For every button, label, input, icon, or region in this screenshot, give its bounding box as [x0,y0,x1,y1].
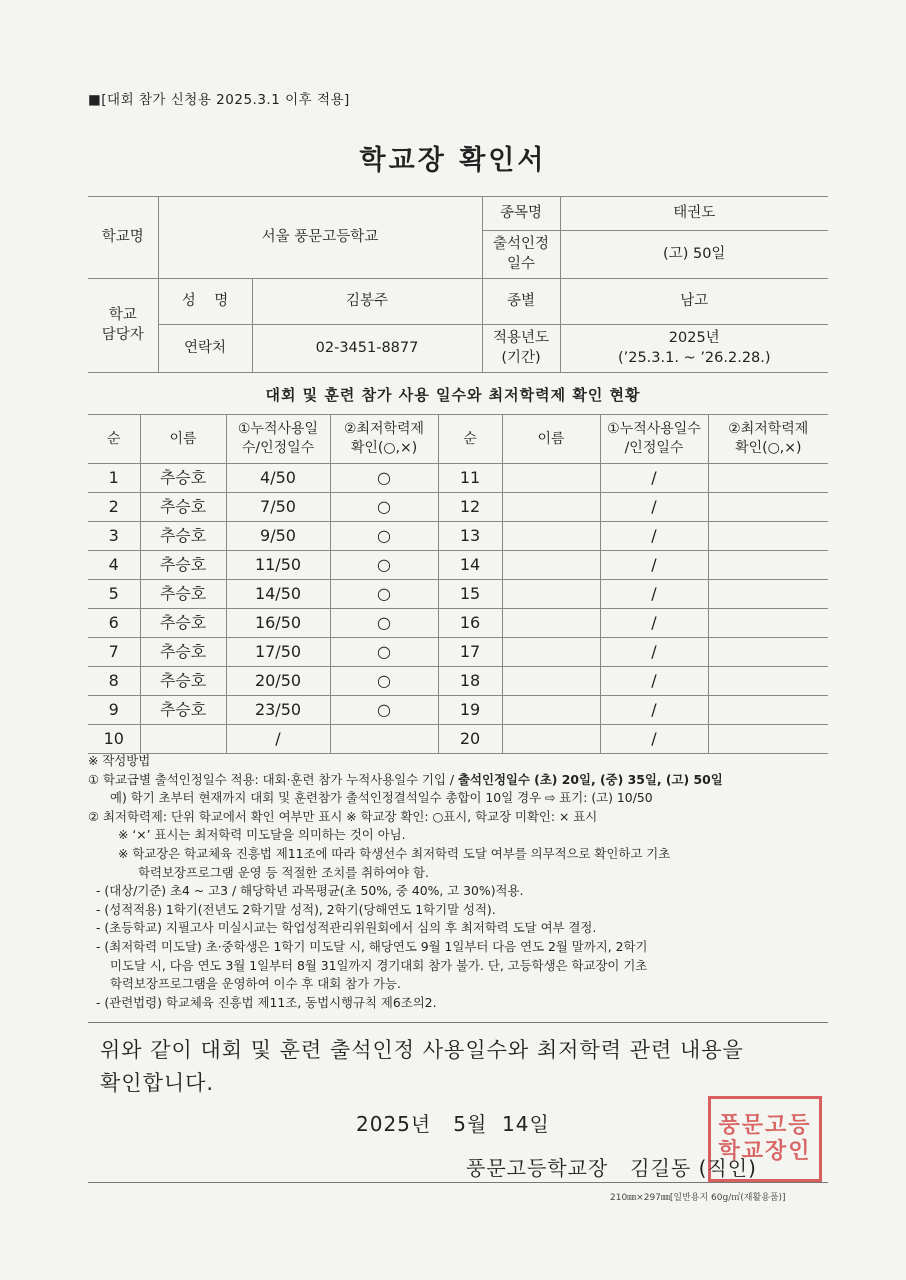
sport-label: 종목명 [482,197,560,231]
note-1a: ① 학교급별 출석인정일수 적용: 대회·훈련 참가 누적사용일수 기입 / 출석인정일수 (초) 20일, (중) 35일, (고) 50일 [88,771,723,787]
table-row [88,580,828,609]
table-row [88,522,828,551]
row-name: 추승호 [140,696,226,725]
row-name-right [502,522,600,551]
issue-date: 2025년 5월 14일 [356,1112,550,1136]
row-no-right: 19 [438,696,502,725]
year-label: 적용년도 (기간) [482,325,560,373]
row-name: 추승호 [140,493,226,522]
row-no: 5 [88,580,140,609]
col-days: ①누적사용일 수/인정일수 [226,415,330,464]
row-days: 14/50 [226,580,330,609]
table-row [88,725,828,754]
row-check: ○ [330,667,438,696]
note-d4b: 미도달 시, 다음 연도 3월 1일부터 8월 31일까지 경기대회 참가 불가. 단, 고등학생은 학교장이 기초 [110,957,648,973]
page-title: 학교장 확인서 [359,145,547,176]
row-check-right [708,580,828,609]
row-check-right [708,696,828,725]
col-no: 순 [88,415,140,464]
contact-value: 02-3451-8877 [252,325,482,373]
row-days-right: / [600,696,708,725]
table-row [88,493,828,522]
row-name: 추승호 [140,638,226,667]
note-d4a: - (최저학력 미도달) 초·중학생은 1학기 미도달 시, 해당연도 9월 1일부터 다음 연도 2월 말까지, 2학기 [96,938,648,954]
row-check [330,725,438,754]
col-check-right: ②최저학력제 확인(○,×) [708,415,828,464]
section-title: 대회 및 훈련 참가 사용 일수와 최저학력제 확인 현황 [265,386,641,404]
row-no-right: 15 [438,580,502,609]
row-name-right [502,725,600,754]
row-no-right: 14 [438,551,502,580]
row-days-right: / [600,551,708,580]
info-table [88,196,828,373]
row-check-right [708,464,828,493]
row-check: ○ [330,580,438,609]
row-check: ○ [330,609,438,638]
table-row [88,464,828,493]
row-check-right [708,667,828,696]
table-row [88,696,828,725]
row-name-right [502,464,600,493]
table-row [88,551,828,580]
row-days: 11/50 [226,551,330,580]
row-days-right: / [600,609,708,638]
row-days: 9/50 [226,522,330,551]
note-d2: - (성적적용) 1학기(전년도 2학기말 성적), 2학기(당해연도 1학기말 성적). [96,901,496,917]
row-check-right [708,609,828,638]
row-days-right: / [600,667,708,696]
row-days-right: / [600,638,708,667]
row-no: 7 [88,638,140,667]
col-name-right: 이름 [502,415,600,464]
row-check-right [708,551,828,580]
manager-label: 학교 담당자 [88,279,158,373]
row-days: 23/50 [226,696,330,725]
note-2a: ② 최저학력제: 단위 학교에서 확인 여부만 표시 ※ 학교장 확인: ○표시, 학교장 미확인: × 표시 [88,808,598,824]
row-check-right [708,638,828,667]
table-row [88,638,828,667]
row-no: 8 [88,667,140,696]
category-label: 종별 [482,279,560,325]
row-check-right [708,725,828,754]
row-no-right: 13 [438,522,502,551]
confirm-line-2: 확인합니다. [100,1071,215,1095]
contact-label: 연락처 [158,325,252,373]
row-no-right: 16 [438,609,502,638]
row-name: 추승호 [140,667,226,696]
row-days: / [226,725,330,754]
row-check: ○ [330,522,438,551]
row-name: 추승호 [140,464,226,493]
notes-heading: ※ 작성방법 [88,753,151,768]
row-name [140,725,226,754]
row-name-right [502,580,600,609]
row-days: 7/50 [226,493,330,522]
row-days: 17/50 [226,638,330,667]
row-no: 1 [88,464,140,493]
row-name-right [502,551,600,580]
row-days-right: / [600,464,708,493]
row-days: 20/50 [226,667,330,696]
divider-bottom [88,1182,828,1183]
row-days-right: / [600,522,708,551]
seal-lettering: 풍문고등 학교장인 [718,1113,812,1164]
row-no: 2 [88,493,140,522]
col-days-right: ①누적사용일수 /인정일수 [600,415,708,464]
table-row [88,667,828,696]
footer-note: 210㎜×297㎜[일반용지 60g/㎡(재활용품)] [610,1193,786,1203]
row-check: ○ [330,551,438,580]
name-label: 성 명 [158,279,252,325]
row-name-right [502,667,600,696]
records-table [88,414,828,754]
note-d1: - (대상/기준) 초4 ~ 고3 / 해당학년 과목평균(초 50%, 중 40%, 고 30%)적용. [96,883,524,899]
row-name: 추승호 [140,522,226,551]
note-d5: - (관련법령) 학교체육 진흥법 제11조, 동법시행규칙 제6조의2. [96,994,437,1010]
note-2d: 학력보장프로그램 운영 등 적절한 조치를 취하여야 함. [138,864,429,880]
row-no: 9 [88,696,140,725]
note-2c: ※ 학교장은 학교체육 진흥법 제11조에 따라 학생선수 최저학력 도달 여부를 의무적으로 확인하고 기초 [118,845,671,861]
row-name: 추승호 [140,609,226,638]
header-tag: ■[대회 참가 신청용 2025.3.1 이후 적용] [88,92,350,108]
note-2b: ※ ‘×’ 표시는 최저학력 미도달을 의미하는 것이 아님. [118,827,406,843]
row-no: 6 [88,609,140,638]
note-d4c: 학력보장프로그램을 운영하여 이수 후 대회 참가 가능. [110,976,401,992]
row-no-right: 17 [438,638,502,667]
note-1b: 예) 학기 초부터 현재까지 대회 및 훈련참가 출석인정결석일수 총합이 10일 경우 ⇨ 표기: (고) 10/50 [110,790,653,806]
row-no-right: 11 [438,464,502,493]
row-no: 3 [88,522,140,551]
row-name-right [502,638,600,667]
row-no-right: 20 [438,725,502,754]
row-no-right: 12 [438,493,502,522]
row-check: ○ [330,493,438,522]
row-no-right: 18 [438,667,502,696]
col-no-right: 순 [438,415,502,464]
confirm-text [100,1034,820,1100]
row-name: 추승호 [140,551,226,580]
row-days-right: / [600,580,708,609]
confirm-line-1: 위와 같이 대회 및 훈련 출석인정 사용일수와 최저학력 관련 내용을 [100,1038,744,1062]
row-no: 4 [88,551,140,580]
sport-value: 태권도 [560,197,828,231]
name-value: 김봉주 [252,279,482,325]
col-name: 이름 [140,415,226,464]
attendance-label: 출석인정 일수 [482,231,560,279]
row-name: 추승호 [140,580,226,609]
row-no: 10 [88,725,140,754]
row-name-right [502,696,600,725]
col-check: ②최저학력제 확인(○,×) [330,415,438,464]
row-check: ○ [330,464,438,493]
row-days: 16/50 [226,609,330,638]
school-value: 서울 풍문고등학교 [158,197,482,279]
row-check: ○ [330,638,438,667]
category-value: 남고 [560,279,828,325]
year-value: 2025년 (’25.3.1. ~ ’26.2.28.) [560,325,828,373]
row-check-right [708,493,828,522]
row-check: ○ [330,696,438,725]
row-check-right [708,522,828,551]
notes [88,752,828,1012]
school-label: 학교명 [88,197,158,279]
attendance-value: (고) 50일 [560,231,828,279]
signer: 풍문고등학교장 김길동 (직인) [466,1156,757,1180]
row-name-right [502,609,600,638]
row-days-right: / [600,493,708,522]
note-d3: - (초등학교) 지필고사 미실시교는 학업성적관리위원회에서 심의 후 최저학력 도달 여부 결정. [96,920,597,936]
row-name-right [502,493,600,522]
row-days-right: / [600,725,708,754]
table-row [88,609,828,638]
divider-top [88,1022,828,1023]
row-days: 4/50 [226,464,330,493]
